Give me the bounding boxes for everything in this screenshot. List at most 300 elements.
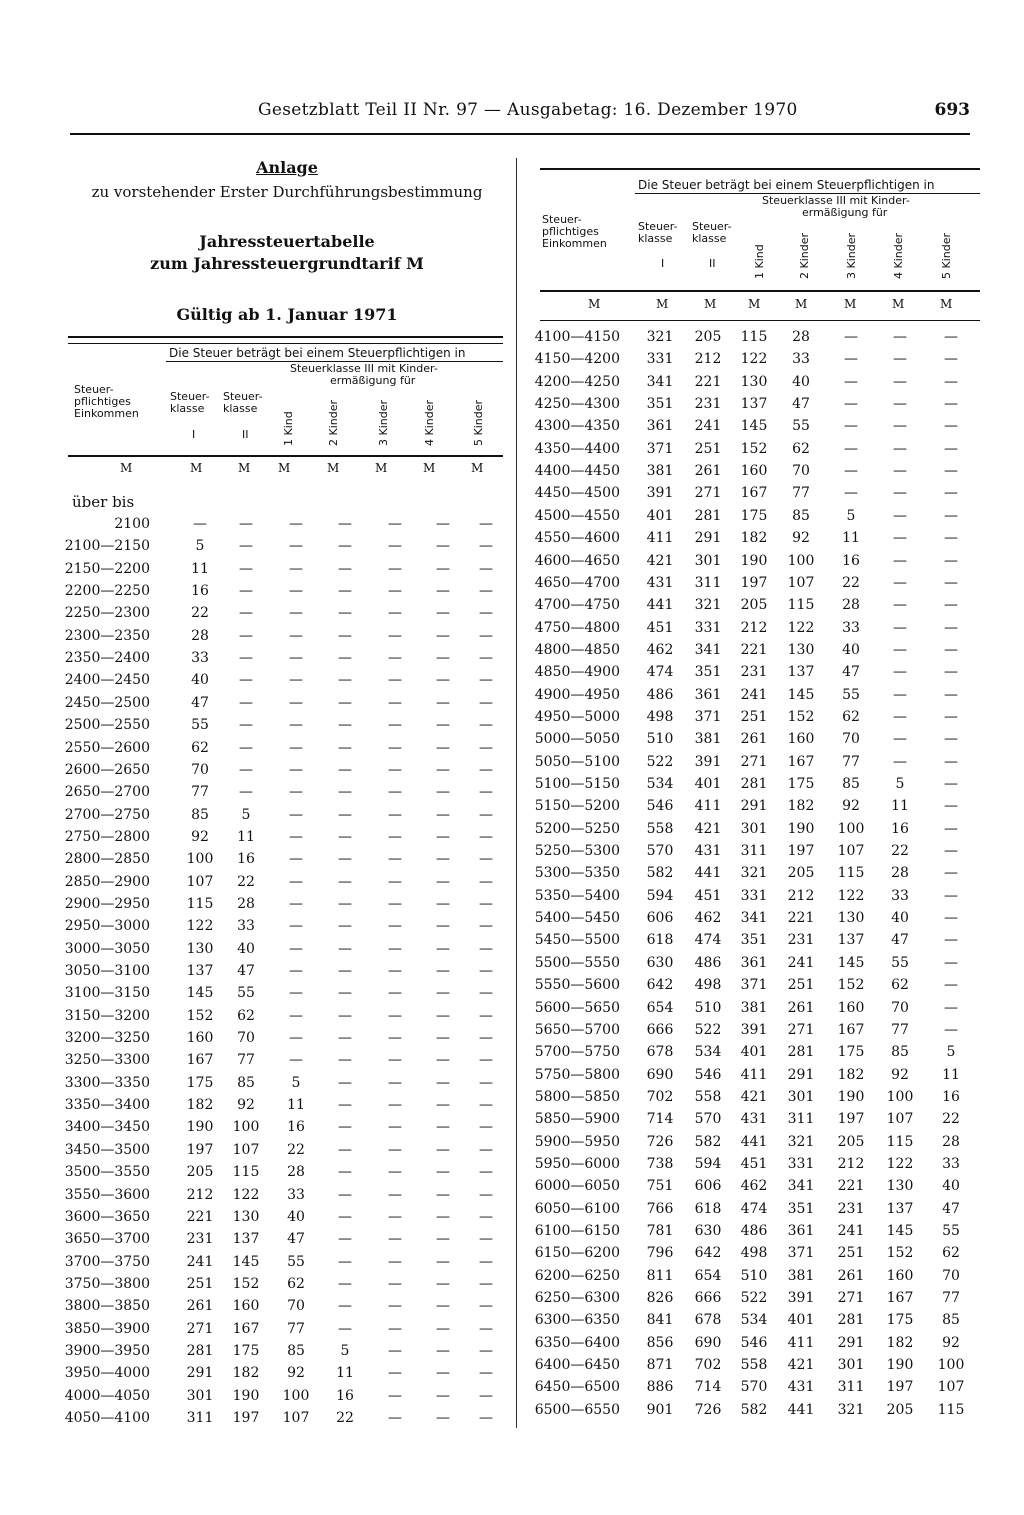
tax-cell: — — [479, 1164, 493, 1181]
tax-cell: 321 — [694, 597, 722, 614]
table-row — [64, 895, 518, 918]
tax-cell: 47 — [191, 694, 209, 711]
ueber-bis-text: über bis — [72, 493, 135, 511]
tax-cell: 391 — [646, 485, 674, 502]
tax-cell: — — [388, 560, 402, 577]
tax-cell: 654 — [694, 1267, 722, 1284]
tax-cell: 421 — [787, 1357, 815, 1374]
tax-cell: — — [388, 1253, 402, 1270]
tax-cell: 77 — [792, 485, 810, 502]
tax-cell: 281 — [186, 1342, 214, 1359]
tax-cell: 796 — [646, 1245, 674, 1262]
tax-cell: — — [388, 895, 402, 912]
income-range-cell: 2300—2350 — [64, 627, 150, 644]
left-class-label-1b: klasse — [170, 402, 205, 415]
tax-cell: 160 — [787, 731, 815, 748]
tax-cell: — — [239, 516, 253, 532]
tax-cell: — — [479, 963, 493, 979]
tax-cell: 371 — [694, 708, 722, 725]
tax-cell: 5 — [291, 1074, 301, 1091]
tax-cell: — — [893, 485, 907, 502]
tax-cell: 33 — [237, 918, 255, 935]
tax-cell: — — [436, 918, 450, 935]
tax-cell: 231 — [186, 1231, 214, 1248]
tax-cell: — — [479, 1097, 493, 1114]
tax-cell: — — [338, 851, 352, 868]
income-range-cell: 5550—5600 — [534, 977, 620, 994]
tax-cell: 175 — [186, 1074, 214, 1091]
tax-cell: 271 — [186, 1320, 214, 1337]
tax-cell: — — [338, 739, 352, 756]
tax-cell: — — [893, 396, 907, 413]
tax-cell: 16 — [336, 1387, 354, 1404]
tax-cell: 841 — [646, 1312, 674, 1329]
tax-cell: 714 — [646, 1111, 674, 1128]
income-range-cell: 5300—5350 — [534, 865, 620, 882]
income-range-cell: 4250—4300 — [534, 396, 620, 413]
right-subspan-line1: Steuerklasse III mit Kinder- — [762, 194, 910, 207]
left-income-label-2: pflichtiges — [74, 395, 131, 408]
tax-cell: — — [388, 1007, 402, 1024]
tax-cell: 145 — [886, 1223, 914, 1239]
tax-cell: — — [289, 1052, 303, 1069]
tax-cell: — — [436, 1097, 450, 1114]
tax-cell: — — [239, 650, 253, 667]
tax-cell: 738 — [646, 1155, 674, 1172]
tax-cell: 137 — [886, 1200, 914, 1217]
tax-cell: — — [289, 605, 303, 622]
tax-cell: 77 — [942, 1290, 960, 1307]
tax-cell: 381 — [646, 463, 674, 480]
tax-cell: 486 — [694, 954, 722, 971]
tax-cell: — — [338, 761, 352, 778]
right-kinder-2: 2 Kinder — [798, 232, 811, 279]
tax-cell: 251 — [837, 1245, 865, 1262]
tax-cell: 182 — [837, 1066, 865, 1083]
tax-cell: 40 — [237, 940, 255, 957]
table-row — [64, 1186, 518, 1209]
tax-cell: 451 — [646, 619, 674, 636]
tax-cell: 726 — [646, 1133, 674, 1150]
tax-cell: 291 — [694, 530, 722, 547]
tax-cell: 197 — [186, 1141, 214, 1158]
tax-cell: 100 — [787, 552, 815, 569]
tax-cell: 486 — [740, 1223, 768, 1239]
tax-cell: 182 — [186, 1097, 214, 1114]
tax-cell: — — [388, 918, 402, 935]
income-range-cell: 3600—3650 — [64, 1208, 150, 1225]
tax-cell: 474 — [740, 1200, 768, 1217]
income-range-cell: 4600—4650 — [534, 552, 620, 569]
left-unit-1: M — [190, 461, 203, 475]
tax-cell: 160 — [186, 1030, 214, 1047]
tax-cell: — — [338, 516, 352, 532]
tax-cell: 321 — [837, 1401, 865, 1418]
tax-cell: 205 — [740, 597, 768, 614]
right-class-label-1a: Steuer- — [638, 220, 678, 233]
right-header-bottom-rule — [540, 290, 980, 292]
tax-cell: — — [239, 605, 253, 622]
tax-cell: — — [479, 605, 493, 622]
tax-cell: 311 — [837, 1379, 865, 1396]
tax-cell: 371 — [740, 977, 768, 994]
tax-cell: 115 — [937, 1401, 965, 1418]
tax-cell: — — [479, 739, 493, 756]
tax-cell: — — [388, 851, 402, 868]
tax-cell: — — [289, 627, 303, 644]
income-range-cell: 3000—3050 — [64, 940, 150, 957]
table-row — [535, 1044, 985, 1066]
income-range-cell: 6150—6200 — [534, 1245, 620, 1262]
tax-cell: 411 — [740, 1066, 768, 1083]
tax-cell: 40 — [287, 1208, 305, 1225]
tax-cell: — — [479, 516, 493, 532]
tax-cell: — — [944, 708, 958, 725]
tax-cell: 886 — [646, 1379, 674, 1396]
tax-cell: 100 — [886, 1088, 914, 1105]
tax-cell: — — [388, 1208, 402, 1225]
tax-cell: — — [944, 887, 958, 904]
tax-cell: — — [388, 516, 402, 532]
tax-cell: — — [338, 1030, 352, 1047]
tax-cell: — — [479, 1186, 493, 1203]
income-range-cell: 5700—5750 — [534, 1044, 620, 1061]
income-range-cell: 2950—3000 — [64, 918, 150, 935]
tax-cell: 311 — [740, 843, 768, 860]
tax-cell: — — [944, 1021, 958, 1038]
tax-cell: 212 — [186, 1186, 214, 1203]
tax-cell: — — [944, 507, 958, 524]
table-row — [535, 776, 985, 798]
tax-cell: 22 — [336, 1410, 354, 1426]
tax-cell: 92 — [942, 1334, 960, 1351]
tax-cell: 77 — [842, 753, 860, 770]
income-range-cell: 5600—5650 — [534, 999, 620, 1016]
tax-cell: 221 — [787, 910, 815, 927]
table-row — [64, 694, 518, 717]
table-row — [64, 1030, 518, 1052]
tax-cell: 486 — [646, 686, 674, 703]
tax-cell: 462 — [740, 1178, 768, 1195]
tax-cell: — — [893, 574, 907, 591]
tax-cell: — — [289, 873, 303, 890]
income-range-cell: 5450—5500 — [534, 932, 620, 949]
right-unit-6: M — [892, 297, 905, 311]
tax-cell: 331 — [787, 1155, 815, 1172]
tax-cell: 190 — [740, 552, 768, 569]
tax-cell: — — [479, 918, 493, 935]
tax-cell: 92 — [237, 1097, 255, 1114]
tax-cell: 33 — [792, 351, 810, 368]
tax-cell: 546 — [740, 1334, 768, 1351]
right-kinder-3: 3 Kinder — [845, 232, 858, 279]
tax-cell: — — [479, 1208, 493, 1225]
tax-cell: — — [479, 1298, 493, 1315]
tax-cell: 291 — [186, 1365, 214, 1382]
tax-cell: — — [289, 940, 303, 957]
income-range-cell: 2150—2200 — [64, 560, 150, 577]
left-income-label-1: Steuer- — [74, 383, 114, 396]
left-income-label-3: Einkommen — [74, 407, 139, 420]
tax-cell: — — [893, 552, 907, 569]
left-kinder-1: 1 Kind — [282, 411, 295, 446]
table-row — [535, 754, 985, 776]
tax-cell: 167 — [740, 485, 768, 502]
income-range-cell: 4050—4100 — [64, 1410, 150, 1426]
tax-cell: — — [479, 1365, 493, 1382]
tax-cell: — — [289, 516, 303, 532]
left-class-II: II — [242, 428, 249, 441]
income-range-cell: 6000—6050 — [534, 1178, 620, 1195]
tax-cell: 107 — [186, 873, 214, 890]
tax-cell: — — [479, 1052, 493, 1069]
tax-cell: — — [338, 784, 352, 801]
tax-cell: — — [388, 1365, 402, 1382]
tax-cell: — — [944, 574, 958, 591]
right-income-label-2: pflichtiges — [542, 225, 599, 238]
tax-cell: 271 — [837, 1290, 865, 1307]
tax-cell: 261 — [787, 999, 815, 1016]
tax-cell: — — [479, 1342, 493, 1359]
tax-cell: 145 — [232, 1253, 260, 1270]
tax-cell: — — [388, 1387, 402, 1404]
tax-cell: 55 — [942, 1223, 960, 1239]
tax-cell: 62 — [237, 1007, 255, 1024]
tax-cell: — — [436, 1074, 450, 1091]
tax-cell: 11 — [336, 1365, 354, 1382]
tax-cell: — — [479, 761, 493, 778]
tax-cell: — — [944, 552, 958, 569]
tax-cell: — — [388, 828, 402, 845]
income-range-cell: 5250—5300 — [534, 843, 620, 860]
tax-cell: 11 — [237, 828, 255, 845]
tax-cell: 261 — [186, 1298, 214, 1315]
tax-cell: — — [479, 538, 493, 555]
income-range-cell: 5950—6000 — [534, 1155, 620, 1172]
tax-cell: 55 — [191, 717, 209, 734]
tax-cell: 401 — [694, 776, 722, 792]
tax-cell: 92 — [191, 828, 209, 845]
tax-cell: 341 — [646, 373, 674, 390]
tax-cell: 582 — [694, 1133, 722, 1150]
table-row — [64, 940, 518, 963]
tax-cell: — — [338, 918, 352, 935]
income-range-cell: 2550—2600 — [64, 739, 150, 756]
tax-cell: — — [239, 717, 253, 734]
income-range-cell: 4700—4750 — [534, 597, 620, 614]
tax-cell: — — [893, 619, 907, 636]
tax-cell: — — [436, 1320, 450, 1337]
tax-cell: 331 — [646, 351, 674, 368]
tax-cell: — — [289, 739, 303, 756]
header-rule — [70, 133, 970, 135]
tax-cell: — — [479, 1410, 493, 1426]
tax-cell: 522 — [694, 1021, 722, 1038]
table-row — [64, 1119, 518, 1141]
tax-cell: 197 — [837, 1111, 865, 1128]
tax-cell: 570 — [740, 1379, 768, 1396]
tax-cell: — — [289, 717, 303, 734]
tax-cell: 167 — [186, 1052, 214, 1069]
tax-cell: — — [388, 605, 402, 622]
tax-cell: 281 — [837, 1312, 865, 1329]
tax-cell: — — [388, 784, 402, 801]
tax-cell: 122 — [740, 351, 768, 368]
tax-cell: 594 — [646, 887, 674, 904]
tax-cell: 678 — [694, 1312, 722, 1329]
tax-cell: 100 — [837, 820, 865, 837]
tax-cell: 431 — [694, 843, 722, 860]
tax-cell: 751 — [646, 1178, 674, 1195]
tax-cell: — — [338, 1186, 352, 1203]
tax-cell: — — [239, 672, 253, 689]
tax-cell: — — [844, 373, 858, 390]
tax-cell: — — [338, 1052, 352, 1069]
table-row — [535, 642, 985, 664]
table-row — [64, 1298, 518, 1320]
tax-cell: 474 — [646, 664, 674, 681]
tax-cell: — — [944, 418, 958, 435]
right-unit-rule — [540, 320, 980, 321]
tax-cell: 351 — [694, 664, 722, 681]
tax-cell: 197 — [886, 1379, 914, 1396]
income-range-cell: 4800—4850 — [534, 641, 620, 658]
table-row — [535, 463, 985, 485]
tax-cell: 115 — [232, 1164, 260, 1181]
tax-cell: — — [944, 753, 958, 770]
income-range-cell: 3350—3400 — [64, 1097, 150, 1114]
tax-cell: — — [338, 963, 352, 979]
tax-cell: — — [388, 1097, 402, 1114]
tax-cell: 16 — [891, 820, 909, 837]
tax-cell: 391 — [740, 1021, 768, 1038]
tax-cell: 401 — [646, 507, 674, 524]
tax-cell: 522 — [646, 753, 674, 770]
tax-cell: 261 — [837, 1267, 865, 1284]
tax-cell: — — [239, 538, 253, 555]
table-row — [535, 329, 985, 351]
tax-cell: 70 — [792, 463, 810, 480]
tax-cell: 33 — [191, 650, 209, 667]
tax-cell: 197 — [740, 574, 768, 591]
tax-cell: 100 — [232, 1119, 260, 1136]
tax-cell: 47 — [942, 1200, 960, 1217]
table-row — [535, 374, 985, 396]
tax-cell: — — [289, 560, 303, 577]
tax-cell: 47 — [792, 396, 810, 413]
tax-cell: 122 — [837, 887, 865, 904]
tax-cell: 441 — [787, 1401, 815, 1418]
tax-cell: 702 — [646, 1088, 674, 1105]
tax-cell: — — [388, 538, 402, 555]
tax-cell: 642 — [694, 1245, 722, 1262]
tax-cell: 431 — [740, 1111, 768, 1128]
left-span-text: Die Steuer beträgt bei einem Steuerpflichtigen in — [169, 346, 466, 360]
tax-cell: 40 — [842, 641, 860, 658]
tax-cell: 70 — [237, 1030, 255, 1047]
tax-cell: — — [436, 940, 450, 957]
tax-cell: — — [893, 373, 907, 390]
tax-cell: 546 — [694, 1066, 722, 1083]
tax-cell: 341 — [694, 641, 722, 658]
income-range-cell: 4450—4500 — [534, 485, 620, 502]
tax-cell: 401 — [787, 1312, 815, 1329]
tax-cell: 16 — [191, 583, 209, 600]
tax-cell: 441 — [646, 597, 674, 614]
tax-cell: 28 — [287, 1164, 305, 1181]
tax-cell: — — [388, 650, 402, 667]
tax-cell: — — [844, 418, 858, 435]
table-title — [62, 231, 512, 275]
table-row — [64, 1231, 518, 1253]
table-row — [68, 516, 518, 538]
tax-cell: 546 — [646, 798, 674, 815]
income-range-cell: 3800—3850 — [64, 1298, 150, 1315]
right-span-text: Die Steuer beträgt bei einem Steuerpflichtigen in — [638, 178, 935, 192]
tax-cell: 22 — [891, 843, 909, 860]
income-range-cell: 6400—6450 — [534, 1357, 620, 1374]
tax-cell: — — [338, 1320, 352, 1337]
tax-cell: 40 — [891, 910, 909, 927]
income-range-cell: 2850—2900 — [64, 873, 150, 890]
table-row — [535, 687, 985, 709]
tax-cell: — — [289, 828, 303, 845]
tax-cell: 534 — [740, 1312, 768, 1329]
tax-cell: 28 — [792, 329, 810, 345]
tax-cell: — — [338, 694, 352, 711]
table-row — [535, 1000, 985, 1022]
income-range-cell: 3900—3950 — [64, 1342, 150, 1359]
tax-cell: — — [436, 1298, 450, 1315]
table-row — [535, 1379, 985, 1401]
left-kinder-2: 2 Kinder — [327, 399, 340, 446]
income-range-cell: 6100—6150 — [534, 1223, 620, 1239]
income-range-cell: 2250—2300 — [64, 605, 150, 622]
tax-cell: 391 — [787, 1290, 815, 1307]
tax-cell: 175 — [837, 1044, 865, 1061]
tax-cell: 152 — [886, 1245, 914, 1262]
tax-cell: — — [388, 1231, 402, 1248]
tax-cell: — — [893, 418, 907, 435]
tax-cell: — — [944, 530, 958, 547]
tax-cell: 301 — [186, 1387, 214, 1404]
tax-cell: 642 — [646, 977, 674, 994]
tax-cell: 70 — [842, 731, 860, 748]
tax-cell: 130 — [232, 1208, 260, 1225]
table-row — [64, 650, 518, 672]
table-row — [64, 538, 518, 560]
tax-cell: 251 — [186, 1275, 214, 1292]
tax-cell: — — [388, 761, 402, 778]
tax-cell: 205 — [837, 1133, 865, 1150]
tax-cell: 85 — [191, 806, 209, 823]
tax-cell: 205 — [186, 1164, 214, 1181]
tax-cell: — — [338, 672, 352, 689]
tax-cell: 55 — [891, 954, 909, 971]
table-row — [535, 865, 985, 887]
table-row — [64, 851, 518, 873]
tax-cell: 40 — [792, 373, 810, 390]
tax-cell: 130 — [787, 641, 815, 658]
tax-cell: 5 — [946, 1044, 956, 1061]
tax-cell: 33 — [942, 1155, 960, 1172]
tax-cell: 5 — [340, 1342, 350, 1359]
tax-cell: 107 — [937, 1379, 965, 1396]
tax-cell: — — [479, 940, 493, 957]
tax-cell: 85 — [237, 1074, 255, 1091]
table-row — [64, 1365, 518, 1387]
tax-cell: — — [479, 851, 493, 868]
